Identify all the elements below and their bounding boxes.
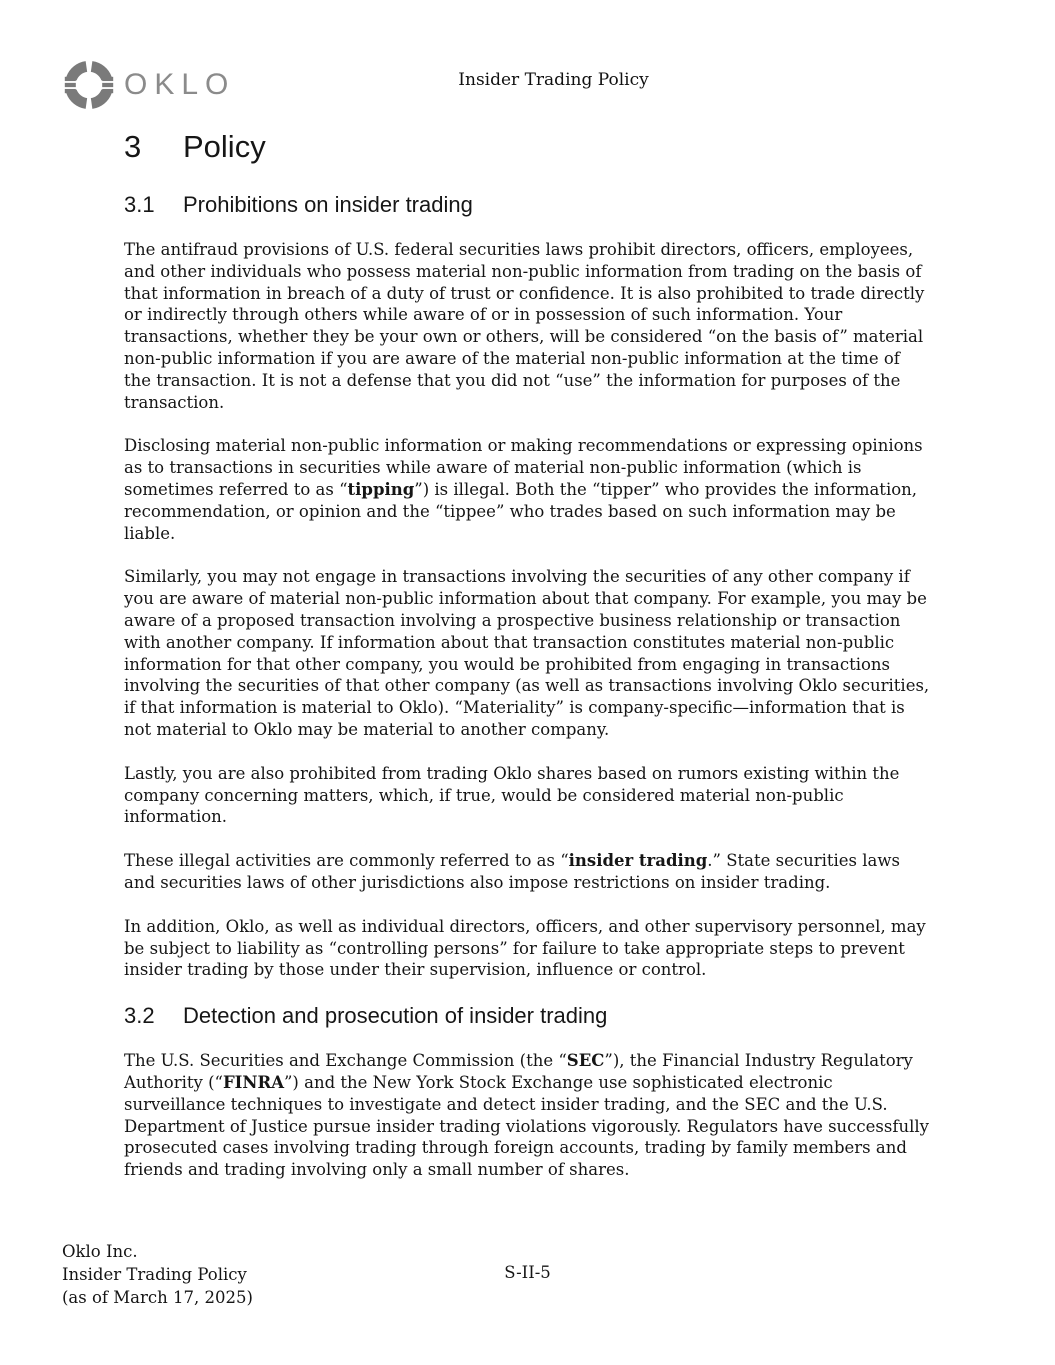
- footer-page-number: S-II-5: [504, 1263, 551, 1282]
- bold-term-finra: FINRA: [222, 1072, 284, 1092]
- bold-term-tipping: tipping: [347, 479, 415, 499]
- text-run: ”), the Financial Industry Regulatory Authority (“: [124, 1051, 913, 1092]
- text-run: Disclosing material non-public information or making recommendations or expressing opinions as to transactions in securities while aware of material non-public information (which is sometimes referred to as “: [124, 436, 923, 499]
- text-run: ”) is illegal. Both the “tipper” who provides the information, recommendation, or opinion and the “tippee” who trades based on such information may be liable.: [124, 479, 918, 543]
- subsection-prohibitions: [124, 192, 930, 981]
- text-run: Similarly, you may not engage in transactions involving the securities of any other company if you are aware of material non-public information about that company. For example, you may be aware of a proposed transaction involving a prospective business relationship or transaction with another company. If information about that transaction constitutes material non-public information for that other company, you would be prohibited from engaging in transactions involving the securities of that other company (as well as transactions involving Oklo securities, if that information is material to Oklo). “Materiality” is company-specific—information that is not material to Oklo may be material to another company.: [124, 567, 930, 739]
- document-body: [124, 130, 930, 1203]
- bold-term-sec: SEC: [566, 1051, 605, 1071]
- footer-date: (as of March 17, 2025): [62, 1288, 253, 1307]
- subsection-number: 3.1: [124, 192, 155, 217]
- text-run: These illegal activities are commonly referred to as “: [124, 851, 569, 871]
- paragraph: [124, 763, 930, 828]
- subsection-heading: [124, 1003, 930, 1028]
- section-number: 3: [124, 129, 142, 164]
- subsection-number: 3.2: [124, 1003, 155, 1029]
- footer-document: Insider Trading Policy: [62, 1265, 247, 1284]
- text-run: .” State securities laws and securities laws of other jurisdictions also impose restrictions on insider trading.: [124, 851, 900, 892]
- subsection-detection: [124, 1003, 930, 1181]
- paragraph: [124, 239, 930, 413]
- text-run: ”) and the New York Stock Exchange use sophisticated electronic surveillance techniques to investigate and detect insider trading, and the SEC and the U.S. Department of Justice pursue insider trading violations vigorously. Regulators have successfully prosecuted cases involving trading through foreign accounts, trading by family members and friends and trading involving only a small number of shares.: [124, 1072, 929, 1180]
- paragraph: [124, 850, 930, 894]
- text-run: The antifraud provisions of U.S. federal securities laws prohibit directors, officers, employees, and other individuals who possess material non-public information from trading on the basis of that information in breach of a duty of trust or confidence. It is also prohibited to trade directly or indirectly through others while aware of or in possession of such information. Your transactions, whether they be your own or others, will be considered “on the basis of” material non-public information if you are aware of the material non-public information at the time of the transaction. It is not a defense that you did not “use” the information for purposes of the transaction.: [124, 240, 925, 412]
- text-run: In addition, Oklo, as well as individual directors, officers, and other supervisory personnel, may be subject to liability as “controlling persons” for failure to take appropriate steps to prevent insider trading by those under their supervision, influence or control.: [124, 916, 926, 980]
- paragraph: [124, 566, 930, 740]
- section-heading: [124, 130, 930, 164]
- footer-company: Oklo Inc.: [62, 1242, 138, 1261]
- subsection-heading: [124, 192, 930, 217]
- text-run: Lastly, you are also prohibited from trading Oklo shares based on rumors existing within the company concerning matters, which, if true, would be considered material non-public information.: [124, 763, 900, 827]
- subsection-title: Prohibitions on insider trading: [183, 192, 473, 217]
- paragraph: [124, 916, 930, 981]
- paragraph: [124, 1050, 930, 1181]
- bold-term-insider-trading: insider trading: [568, 851, 708, 871]
- oklo-logo-wordmark: OKLO: [124, 68, 236, 101]
- text-run: The U.S. Securities and Exchange Commission (the “: [124, 1051, 567, 1071]
- running-header-title: Insider Trading Policy: [458, 70, 649, 90]
- subsection-title: Detection and prosecution of insider trading: [183, 1003, 608, 1029]
- paragraph: [124, 435, 930, 544]
- section-title: Policy: [183, 129, 266, 164]
